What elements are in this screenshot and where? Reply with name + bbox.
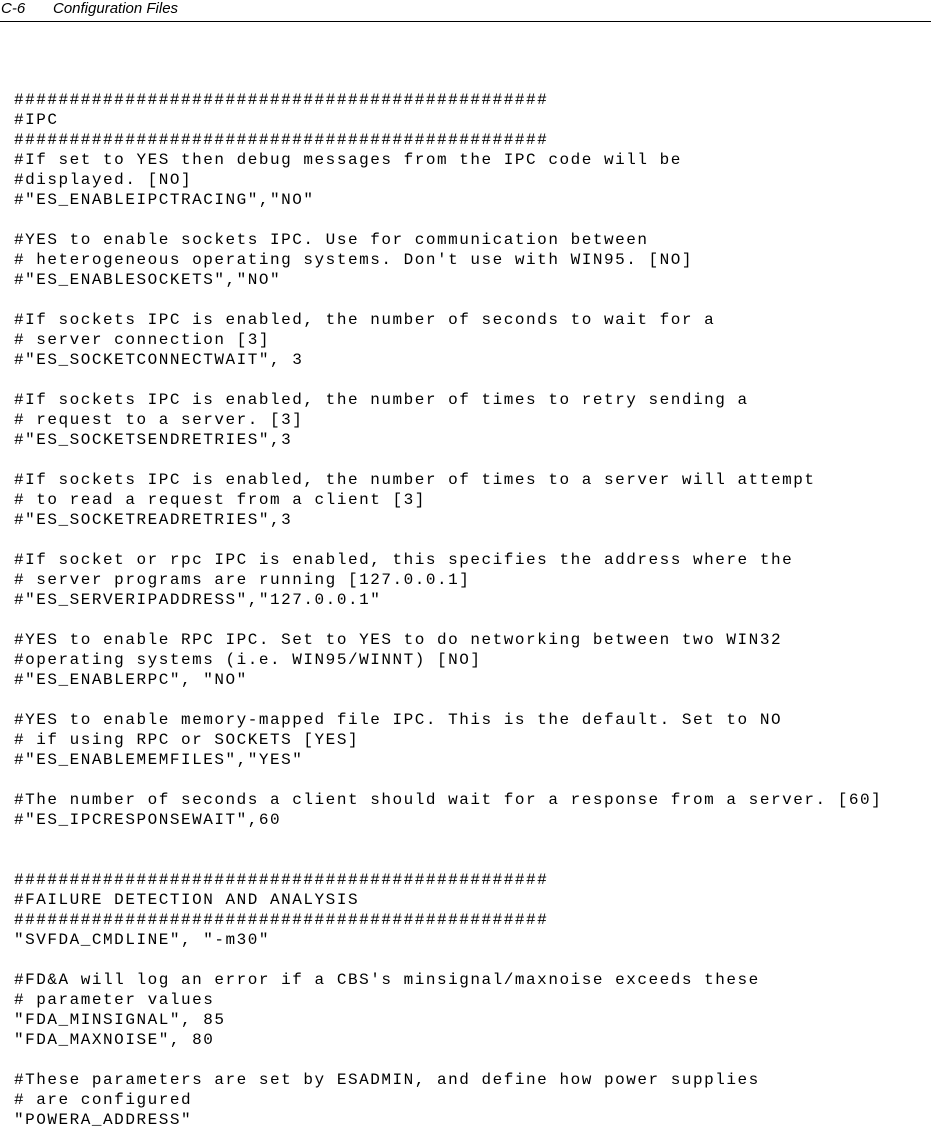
code-line: ################################################ (14, 871, 549, 889)
code-line: #"ES_SERVERIPADDRESS","127.0.0.1" (14, 591, 382, 609)
blank-line (14, 850, 882, 870)
blank-line (14, 530, 882, 550)
code-line: #"ES_SOCKETREADRETRIES",3 (14, 511, 293, 529)
blank-line (14, 1050, 882, 1070)
code-line: "FDA_MINSIGNAL", 85 (14, 1011, 226, 1029)
code-line: #displayed. [NO] (14, 171, 193, 189)
section-title: Configuration Files (53, 0, 179, 17)
code-line: #If socket or rpc IPC is enabled, this specifies the address where the (14, 551, 794, 569)
code-line: #If set to YES then debug messages from the IPC code will be (14, 151, 682, 169)
blank-line (14, 210, 882, 230)
code-line: "FDA_MAXNOISE", 80 (14, 1031, 215, 1049)
code-line: # are configured (14, 1091, 193, 1109)
code-line: # server programs are running [127.0.0.1] (14, 571, 471, 589)
code-line: # to read a request from a client [3] (14, 491, 426, 509)
code-line: # request to a server. [3] (14, 411, 304, 429)
code-line: #If sockets IPC is enabled, the number of seconds to wait for a (14, 311, 716, 329)
code-line: "POWERA_ADDRESS" (14, 1111, 193, 1129)
code-line: #FAILURE DETECTION AND ANALYSIS (14, 891, 360, 909)
code-line: #"ES_SOCKETCONNECTWAIT", 3 (14, 351, 304, 369)
config-file-listing (14, 90, 882, 1130)
code-line: # parameter values (14, 991, 215, 1009)
blank-line (14, 830, 882, 850)
code-line: # heterogeneous operating systems. Don't use with WIN95. [NO] (14, 251, 694, 269)
code-line: #IPC (14, 111, 59, 129)
blank-line (14, 950, 882, 970)
code-line: #YES to enable sockets IPC. Use for communication between (14, 231, 649, 249)
blank-line (14, 770, 882, 790)
code-line: #operating systems (i.e. WIN95/WINNT) [NO] (14, 651, 482, 669)
blank-line (14, 450, 882, 470)
code-line: ################################################ (14, 91, 549, 109)
code-line: #"ES_SOCKETSENDRETRIES",3 (14, 431, 293, 449)
code-line: ################################################ (14, 131, 549, 149)
code-line: #FD&A will log an error if a CBS's minsignal/maxnoise exceeds these (14, 971, 760, 989)
page-number: C-6 (1, 0, 26, 17)
code-line: #These parameters are set by ESADMIN, and define how power supplies (14, 1071, 760, 1089)
code-line: #"ES_ENABLERPC", "NO" (14, 671, 248, 689)
code-line: #YES to enable memory-mapped file IPC. This is the default. Set to NO (14, 711, 783, 729)
code-line: # server connection [3] (14, 331, 271, 349)
code-line: ################################################ (14, 911, 549, 929)
code-line: #The number of seconds a client should wait for a response from a server. [60] (14, 791, 883, 809)
code-line: #"ES_ENABLEMEMFILES","YES" (14, 751, 304, 769)
blank-line (14, 690, 882, 710)
blank-line (14, 370, 882, 390)
code-line: #"ES_ENABLESOCKETS","NO" (14, 271, 282, 289)
blank-line (14, 610, 882, 630)
code-line: # if using RPC or SOCKETS [YES] (14, 731, 360, 749)
code-line: "SVFDA_CMDLINE", "-m30" (14, 931, 271, 949)
code-line: #If sockets IPC is enabled, the number of times to a server will attempt (14, 471, 816, 489)
code-line: #If sockets IPC is enabled, the number of times to retry sending a (14, 391, 749, 409)
blank-line (14, 290, 882, 310)
page-header (0, 0, 931, 22)
code-line: #"ES_IPCRESPONSEWAIT",60 (14, 811, 282, 829)
code-line: #"ES_ENABLEIPCTRACING","NO" (14, 191, 315, 209)
code-line: #YES to enable RPC IPC. Set to YES to do networking between two WIN32 (14, 631, 783, 649)
